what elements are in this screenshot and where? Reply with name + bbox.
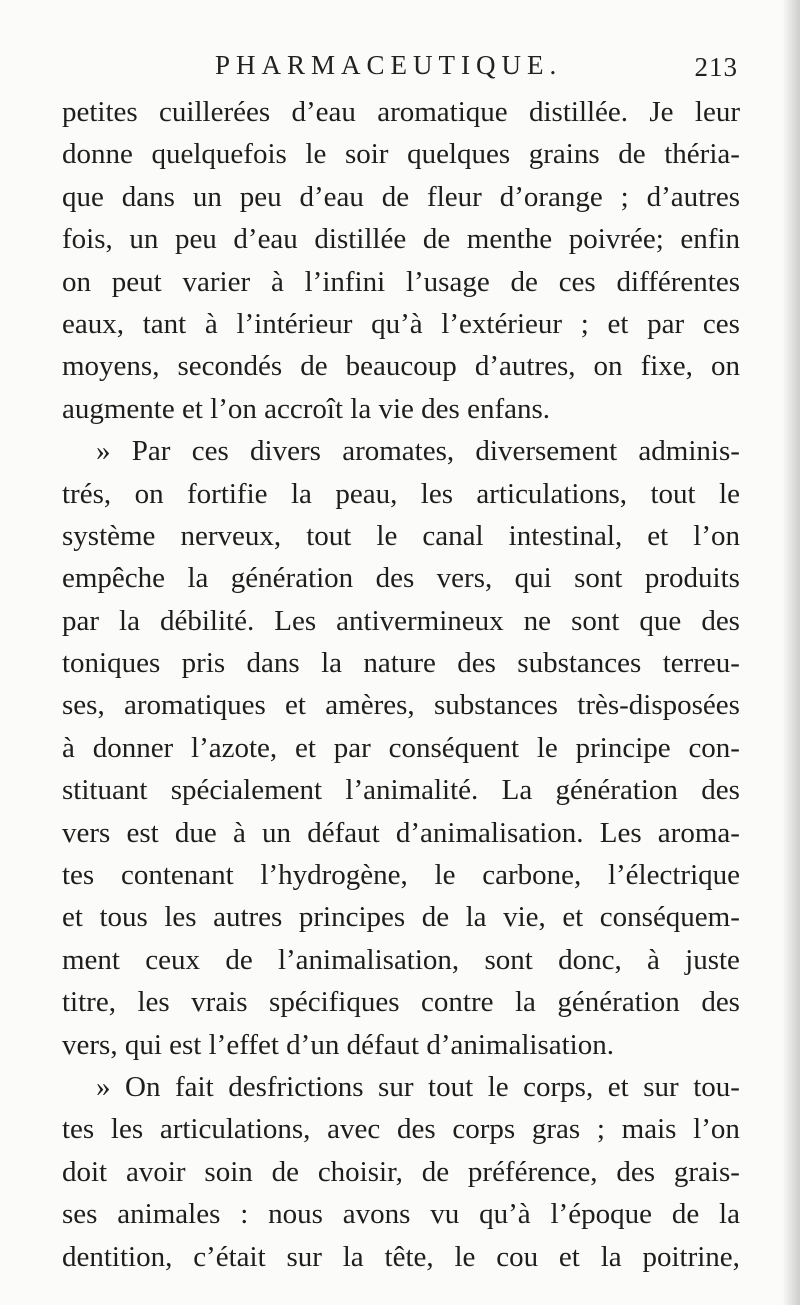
word: les	[164, 901, 197, 934]
word: peu	[239, 180, 282, 213]
word: adminis-	[638, 435, 740, 468]
word: de	[381, 180, 410, 213]
word: articulations,	[159, 1113, 311, 1146]
word: des	[396, 1113, 436, 1146]
word: quelques	[407, 138, 511, 171]
word: système	[62, 519, 156, 552]
word: avoir	[125, 1155, 186, 1188]
word: aromatique	[377, 96, 508, 128]
text-line	[62, 133, 740, 175]
body-text	[62, 91, 740, 1278]
word: stituant	[62, 774, 148, 807]
text-line	[62, 91, 740, 133]
word: titre,	[62, 986, 116, 1019]
word: donc,	[558, 943, 622, 976]
word: le	[536, 731, 558, 764]
word: peu	[174, 223, 217, 256]
word: mais	[621, 1113, 677, 1146]
word: tout	[306, 519, 352, 552]
word: est	[169, 1028, 209, 1061]
word: le	[305, 138, 327, 171]
word: génération	[555, 774, 678, 807]
word: de	[618, 138, 646, 171]
word: l’on	[693, 519, 740, 552]
word: nature	[363, 647, 436, 680]
word: enfin	[680, 223, 740, 256]
word: à	[204, 307, 218, 340]
word: ;	[596, 1113, 605, 1146]
word: menthe	[466, 223, 553, 256]
word: des	[616, 1155, 656, 1188]
word: poivrée;	[568, 223, 664, 256]
word: tant	[142, 307, 187, 340]
word: un	[192, 180, 222, 213]
word: distillée	[314, 223, 407, 256]
word: que	[639, 604, 682, 637]
text-line	[62, 345, 740, 387]
word: eaux,	[62, 307, 124, 340]
word: accroît	[264, 392, 351, 425]
word: doit	[62, 1155, 108, 1188]
word: fait	[175, 1070, 214, 1103]
word: d’orange	[499, 180, 603, 213]
word: par	[62, 604, 100, 637]
word: la	[514, 986, 536, 1019]
word: principes	[298, 901, 406, 934]
word: et	[294, 731, 316, 764]
word: vu	[430, 1198, 460, 1231]
word: de	[422, 223, 451, 256]
word: l’azote,	[191, 731, 278, 764]
word: la	[600, 1240, 622, 1273]
word: toniques	[62, 647, 161, 680]
word: à	[232, 816, 246, 849]
word: grains	[528, 138, 600, 171]
word: le	[719, 477, 740, 510]
word: quelquefois	[151, 138, 287, 171]
word: génération	[230, 562, 354, 595]
word: et	[562, 901, 584, 934]
text-line	[62, 557, 740, 599]
word: le	[487, 1070, 509, 1103]
word: secondés	[177, 350, 283, 383]
word: cuillerées	[159, 96, 271, 128]
page-number: 213	[694, 52, 738, 82]
word: les	[110, 1113, 144, 1146]
word: soin	[204, 1155, 253, 1188]
word: de	[510, 265, 538, 298]
word: vie	[378, 392, 422, 425]
text-line	[62, 515, 740, 557]
word: des	[701, 986, 740, 1019]
word: donne	[62, 138, 133, 171]
word: corps	[452, 1113, 516, 1146]
word: augmente	[62, 392, 182, 425]
word: d’eau	[233, 223, 298, 256]
word: tout	[428, 1070, 474, 1103]
word: trés,	[62, 477, 112, 510]
word: poitrine,	[642, 1240, 740, 1273]
word: c’était	[193, 1240, 266, 1273]
word: les	[137, 986, 170, 1019]
word: diversement	[475, 435, 618, 468]
word: tête,	[384, 1240, 434, 1273]
word: contenant	[120, 859, 234, 892]
text-line	[62, 1193, 740, 1235]
word: ment	[62, 943, 120, 976]
word: tes	[62, 1113, 95, 1146]
word: ne	[523, 604, 552, 637]
word: peut	[111, 265, 162, 298]
word: animales	[117, 1198, 221, 1231]
word: pris	[181, 647, 226, 680]
word: théria-	[664, 138, 740, 171]
word: l’animalité.	[345, 774, 479, 807]
word: par	[647, 307, 685, 340]
word: fortifie	[187, 477, 268, 510]
word: antivermineux	[336, 604, 504, 637]
text-line	[62, 981, 740, 1023]
word: la	[119, 604, 140, 637]
word: dans	[246, 647, 300, 680]
word: des	[421, 392, 468, 425]
word: sur	[643, 1070, 679, 1103]
word: ces	[558, 265, 596, 298]
word: vers,	[62, 1028, 125, 1061]
word: et	[647, 519, 669, 552]
word: nerveux,	[180, 519, 282, 552]
word: vie,	[503, 901, 546, 934]
word: aromates,	[342, 435, 455, 468]
word: Par	[131, 435, 171, 468]
word: terreu-	[662, 647, 740, 680]
word: choisir,	[317, 1155, 403, 1188]
word: ceux	[145, 943, 201, 976]
word: sur	[286, 1240, 322, 1273]
word: varier	[182, 265, 251, 298]
word: tou-	[693, 1070, 740, 1103]
word: qui	[514, 562, 552, 595]
word: Les	[274, 604, 317, 637]
word: Je	[649, 96, 674, 128]
word: juste	[685, 943, 740, 976]
word: d’eau	[291, 96, 356, 128]
word: de	[671, 1198, 700, 1231]
word: le	[376, 519, 398, 552]
word: d’autres,	[474, 350, 576, 383]
text-line	[62, 1151, 740, 1193]
text-line	[62, 388, 740, 430]
word: grais-	[673, 1155, 740, 1188]
word: la	[350, 392, 379, 425]
word: et	[181, 392, 211, 425]
text-line	[62, 1066, 740, 1108]
word: gras	[531, 1113, 581, 1146]
text-line	[62, 1108, 740, 1150]
word: moyens,	[62, 350, 160, 383]
word: conséquem-	[599, 901, 740, 934]
word: leur	[694, 96, 740, 128]
word: peau,	[335, 477, 398, 510]
word: l’on	[693, 1113, 740, 1146]
word: on	[593, 350, 623, 383]
word: desfrictions	[228, 1070, 364, 1103]
word: sont	[571, 604, 620, 637]
word: avec	[327, 1113, 381, 1146]
word: vers	[62, 816, 111, 849]
word: l’électrique	[607, 859, 740, 892]
word: petites	[62, 96, 138, 128]
word: ces	[702, 307, 740, 340]
word: que	[62, 180, 104, 213]
word: con-	[688, 731, 740, 764]
word: fleur	[427, 180, 482, 213]
word: est	[126, 816, 159, 849]
word: l’extérieur	[441, 307, 563, 340]
word: et	[607, 307, 629, 340]
word: tes	[62, 859, 95, 892]
word: des	[701, 604, 740, 637]
text-line	[62, 303, 740, 345]
word: spécifiques	[269, 986, 400, 1019]
word: conséquent	[388, 731, 520, 764]
word: différentes	[616, 265, 740, 298]
word: un	[262, 816, 292, 849]
text-line	[62, 854, 740, 896]
text-line	[62, 896, 740, 938]
word: l’intérieur	[236, 307, 353, 340]
word: articulations,	[476, 477, 628, 510]
word: l’effet	[208, 1028, 287, 1061]
word: sur	[378, 1070, 414, 1103]
word: principe	[575, 731, 671, 764]
word: qui	[124, 1028, 170, 1061]
word: de	[300, 350, 328, 383]
text-line	[62, 939, 740, 981]
text-line	[62, 1024, 740, 1066]
word: produits	[644, 562, 740, 595]
text-line	[62, 473, 740, 515]
text-line	[62, 812, 740, 854]
word: l’animalisation,	[277, 943, 460, 976]
word: beaucoup	[345, 350, 457, 383]
word: des	[701, 774, 740, 807]
word: l’époque	[550, 1198, 652, 1231]
word: à	[647, 943, 660, 976]
text-line	[62, 218, 740, 260]
word: défaut	[307, 816, 380, 849]
word: et	[285, 689, 306, 722]
word: des	[375, 562, 415, 595]
word: qu’à	[371, 307, 423, 340]
word: substances	[433, 689, 558, 722]
word: vrais	[191, 986, 248, 1019]
word: défaut	[346, 1028, 427, 1061]
word: canal	[422, 519, 484, 552]
word: dans	[121, 180, 175, 213]
word: due	[174, 816, 217, 849]
word: le	[434, 859, 456, 892]
word: tout	[650, 477, 696, 510]
word: distillée.	[528, 96, 629, 128]
word: fixe,	[640, 350, 693, 383]
word: on	[710, 350, 740, 383]
text-line	[62, 684, 740, 726]
word: d’eau	[299, 180, 364, 213]
word: tous	[99, 901, 148, 934]
word: à	[270, 265, 284, 298]
word: on	[62, 265, 91, 298]
text-line	[62, 769, 740, 811]
word: carbone,	[482, 859, 582, 892]
word: Les	[599, 816, 642, 849]
word: donner	[92, 731, 174, 764]
word: les	[420, 477, 453, 510]
word: aroma-	[657, 816, 740, 849]
word: d’autres	[646, 180, 740, 213]
word: enfans.	[467, 392, 551, 425]
word: »	[96, 1070, 111, 1103]
word: ;	[620, 180, 629, 213]
word: la	[187, 562, 209, 595]
word: génération	[557, 986, 680, 1019]
word: avons	[342, 1198, 411, 1231]
word: la	[321, 647, 343, 680]
word: ces	[191, 435, 229, 468]
word: l’hydrogène,	[260, 859, 408, 892]
word: de	[421, 1155, 450, 1188]
word: le	[454, 1240, 476, 1273]
text-line	[62, 176, 740, 218]
word: cou	[496, 1240, 539, 1273]
word: par	[333, 731, 371, 764]
word: intestinal,	[508, 519, 623, 552]
word: l’infini	[304, 265, 386, 298]
word: empêche	[62, 562, 166, 595]
word: La	[501, 774, 533, 807]
word: la	[465, 901, 487, 934]
word: l’on	[210, 392, 265, 425]
word: un	[129, 223, 159, 256]
word: débilité.	[160, 604, 255, 637]
word: et	[607, 1070, 629, 1103]
word: fois,	[62, 223, 113, 256]
word: soir	[344, 138, 389, 171]
text-line	[62, 430, 740, 472]
word: »	[96, 435, 111, 468]
text-line	[62, 1236, 740, 1278]
word: ses	[62, 1198, 98, 1231]
word: :	[240, 1198, 249, 1231]
word: sont	[574, 562, 623, 595]
word: de	[225, 943, 253, 976]
word: à	[62, 731, 75, 764]
word: contre	[421, 986, 494, 1019]
text-line	[62, 261, 740, 303]
word: spécialement	[170, 774, 323, 807]
word: des	[457, 647, 496, 680]
word: on	[134, 477, 164, 510]
word: On	[125, 1070, 161, 1103]
word: la	[719, 1198, 740, 1231]
word: de	[421, 901, 450, 934]
word: corps,	[523, 1070, 594, 1103]
word: de	[271, 1155, 299, 1188]
text-line	[62, 727, 740, 769]
running-title: PHARMACEUTIQUE.	[215, 50, 563, 80]
word: la	[290, 477, 312, 510]
word: divers	[250, 435, 321, 468]
text-line	[62, 642, 740, 684]
text-line	[62, 600, 740, 642]
word: préférence,	[467, 1155, 598, 1188]
word: sont	[484, 943, 533, 976]
word: d’un	[286, 1028, 347, 1061]
word: aromatiques	[124, 689, 266, 722]
word: qu’à	[479, 1198, 531, 1231]
word: amères,	[325, 689, 415, 722]
word: ;	[580, 307, 589, 340]
word: d’animalisation.	[426, 1028, 614, 1061]
word: dentition,	[62, 1240, 173, 1273]
word: vers,	[436, 562, 493, 595]
word: et	[62, 901, 83, 934]
word: ses,	[62, 689, 105, 722]
word: nous	[268, 1198, 323, 1231]
word: et	[558, 1240, 580, 1273]
word: la	[342, 1240, 364, 1273]
word: très-disposées	[577, 689, 740, 722]
word: substances	[517, 647, 642, 680]
word: l’usage	[405, 265, 490, 298]
word: d’animalisation.	[395, 816, 584, 849]
word: autres	[213, 901, 283, 934]
